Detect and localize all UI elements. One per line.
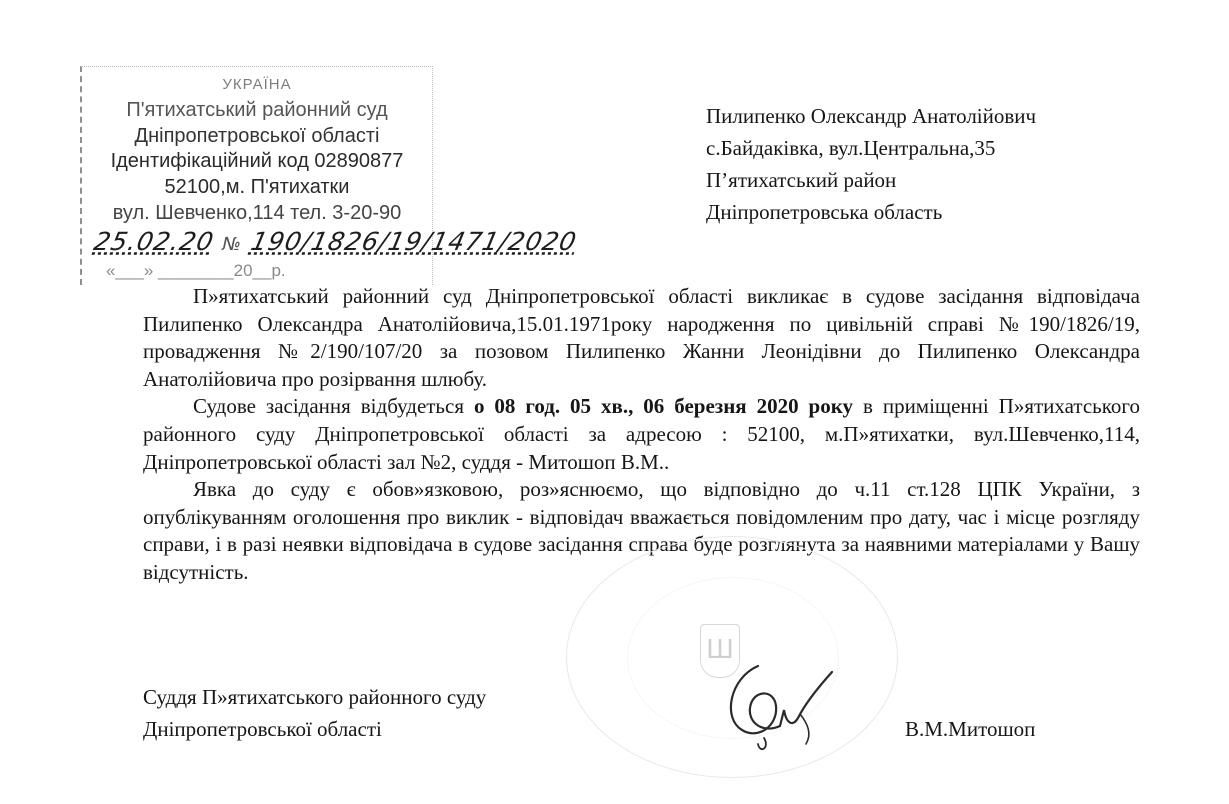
addressee-region: Дніпропетровська область [706, 200, 943, 224]
summons-paragraph-2 [143, 393, 1140, 476]
stamp-handwritten-number: 190/1826/19/1471/2020 [248, 227, 580, 256]
judge-name: В.М.Митошоп [905, 717, 1036, 741]
hearing-datetime: о 08 год. 05 хв., 06 березня 2020 року [473, 394, 854, 419]
addressee-address: с.Байдаківка, вул.Центральна,35 [706, 136, 996, 160]
stamp-handwritten-date: 25.02.20 [91, 227, 217, 256]
stamp-region: Дніпропетровської області [134, 125, 380, 147]
judge-title [143, 681, 486, 745]
hearing-intro: Судове засідання відбудеться [193, 394, 474, 419]
trident-emblem-icon: Ш [700, 624, 740, 678]
stamp-registration [90, 227, 579, 260]
summons-paragraph-1: П»ятихатський районний суд Дніпропетровської області викликає в судове засідання відповідача Пилипенко Олександра Анатолійовича,15.01.1971року народження по цивільній справі №190/1826/19, провадження №2/190/107/20 за позовом Пилипенко Жанни Леонідівни до Пилипенко Олександра Анатолійовича про розірвання шлюбу. [143, 284, 1140, 391]
addressee-block [706, 100, 1186, 228]
stamp-court-name: П'ятихатський районний суд [126, 99, 388, 121]
stamp-postal-address: 52100,м. П'ятихатки [164, 176, 350, 198]
addressee-name: Пилипенко Олександр Анатолійович [706, 104, 1037, 128]
handwritten-signature-icon [700, 648, 840, 758]
stamp-country: УКРАЇНА [222, 76, 292, 93]
judge-title-line-1: Суддя П»ятихатського районного суду [143, 685, 487, 709]
hearing-location: в приміщенні П»ятихатського районного суду Дніпропетровської області за адресою : 52100, м.П»ятихатки, вул.Шевченко,114, Дніпропетровської області зал №2, суддя - Митошоп В.М.. [143, 394, 1140, 474]
summons-paragraph-3: Явка до суду є обов»язковою, роз»яснюємо, що відповідно до ч.11 ст.128 ЦПК України, з опублікуванням оголошення про виклик - відповідач вважається повідомленим про дату, час і місце розгляду справи, і в разі неявки відповідача в судове засідання справа буде розглянута за наявними матеріалами у Вашу відсутність. [143, 477, 1140, 584]
judge-title-line-2: Дніпропетровської області [143, 717, 382, 741]
stamp-street-phone: вул. Шевченко,114 тел. 3-20-90 [112, 202, 402, 224]
addressee-district: П’ятихатський район [706, 168, 897, 192]
court-corner-stamp [80, 66, 580, 285]
summons-body [143, 283, 1140, 587]
stamp-blank-date-line: «___» ________20__р. [106, 261, 286, 280]
stamp-number-sign: № [219, 234, 245, 255]
stamp-id-code: Ідентифікаційний код 02890877 [110, 150, 404, 172]
